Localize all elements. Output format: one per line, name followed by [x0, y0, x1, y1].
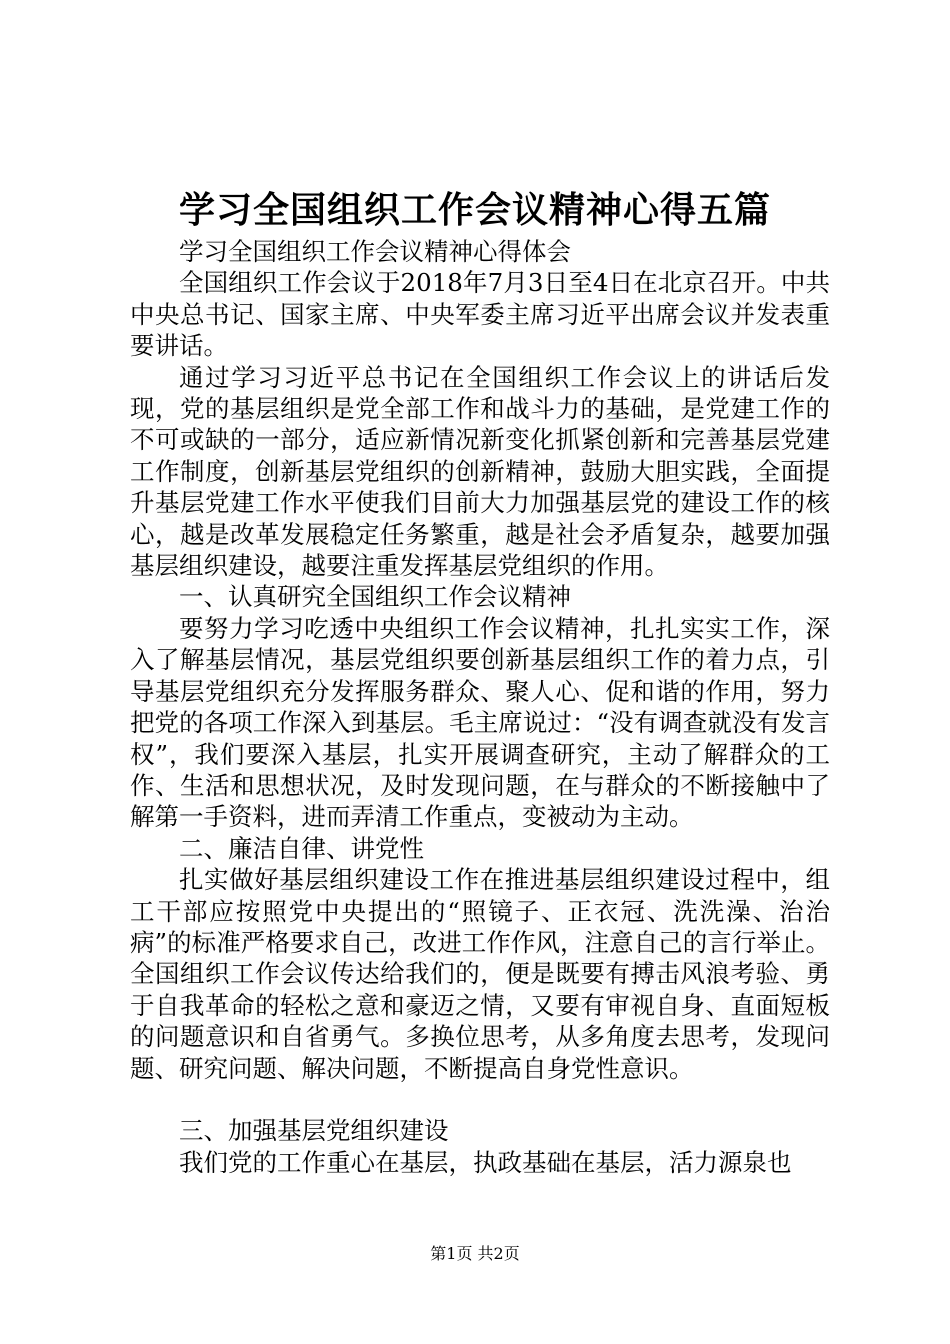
paragraph-section-3: 我们党的工作重心在基层，执政基础在基层，活力源泉也: [179, 1147, 792, 1177]
paragraph-section-1: 要努力学习吃透中央组织工作会议精神，扎扎实实工作，深入了解基层情况，基层党组织要创新基层组织工作的着力点，引导基层党组织充分发挥服务群众、聚人心、促和谐的作用，努力把党的各项工作深入到基层。毛主席说过：“没有调查就没有发言权”，我们要深入基层，扎实开展调查研究，主动了解群众的工作、生活和思想状况，及时发现问题，在与群众的不断接触中了解第一手资料，进而弄清工作重点，变被动为主动。: [130, 613, 830, 832]
paragraph-study-findings: 通过学习习近平总书记在全国组织工作会议上的讲话后发现，党的基层组织是党全部工作和战斗力的基础，是党建工作的不可或缺的一部分，适应新情况新变化抓紧创新和完善基层党建工作制度，创新基层党组织的创新精神，鼓励大胆实践，全面提升基层党建工作水平使我们目前大力加强基层党的建设工作的核心，越是改革发展稳定任务繁重，越是社会矛盾复杂，越要加强基层组织建设，越要注重发挥基层党组织的作用。: [130, 362, 830, 581]
paragraph-spacer: [130, 1084, 830, 1115]
section-heading-1: 一、认真研究全国组织工作会议精神: [179, 582, 571, 612]
paragraph-section-2: 扎实做好基层组织建设工作在推进基层组织建设过程中，组工干部应按照党中央提出的“照镜子、正衣冠、洗洗澡、治治病”的标准严格要求自己，改进工作作风，注意自己的言行举止。全国组织工作会议传达给我们的，便是既要有搏击风浪考验、勇于自我革命的轻松之意和豪迈之情，又要有审视自身、直面短板的问题意识和自省勇气。多换位思考，从多角度去思考，发现问题、研究问题、解决问题，不断提高自身党性意识。: [130, 865, 830, 1083]
section-heading-2: 二、廉洁自律、讲党性: [179, 833, 424, 863]
document-body: [130, 236, 830, 1178]
page-footer: 第1页 共2页: [430, 1244, 520, 1263]
document-subtitle: 学习全国组织工作会议精神心得体会: [179, 237, 571, 266]
section-heading-3: 三、加强基层党组织建设: [179, 1116, 449, 1146]
document-title: 学习全国组织工作会议精神心得五篇: [178, 189, 771, 231]
paragraph-meeting-intro: 全国组织工作会议于2018年7月3日至4日在北京召开。中共中央总书记、国家主席、中央军委主席习近平出席会议并发表重要讲话。: [130, 268, 830, 361]
